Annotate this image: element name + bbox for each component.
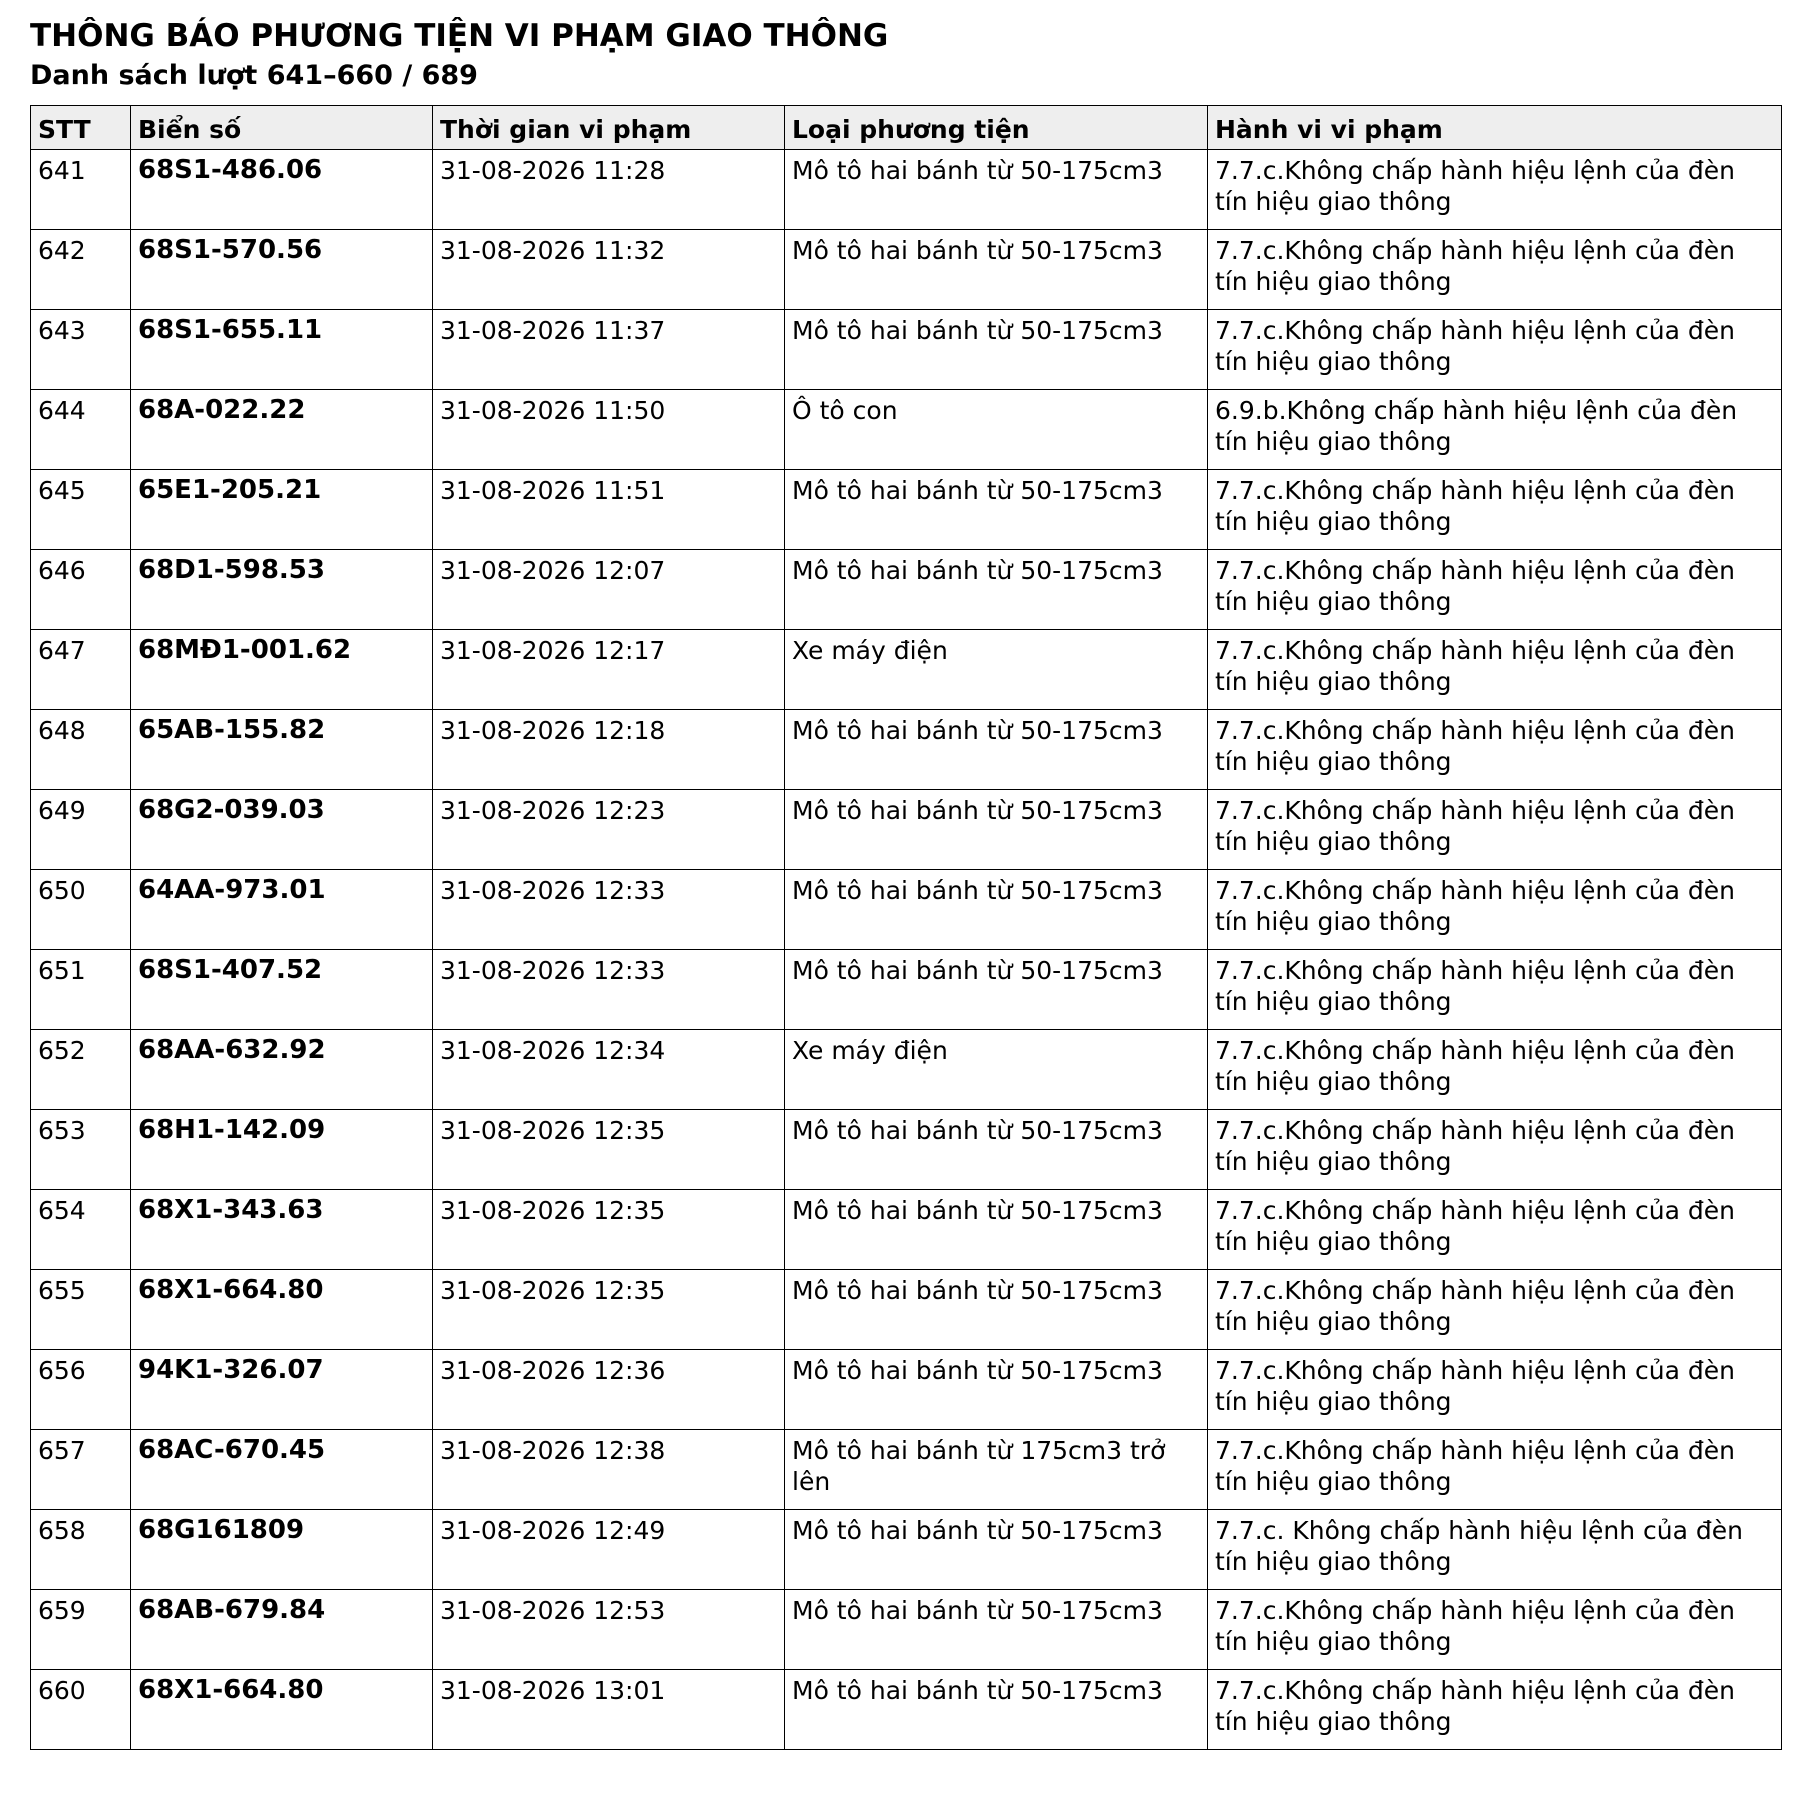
cell-vehicle-type: Xe máy điện: [785, 630, 1208, 710]
header-plate: Biển số: [131, 106, 433, 150]
table-row: [31, 1350, 1782, 1430]
cell-stt: 645: [31, 470, 131, 550]
table-row: [31, 1190, 1782, 1270]
cell-time: 31-08-2026 12:33: [433, 870, 785, 950]
cell-time: 31-08-2026 12:53: [433, 1590, 785, 1670]
cell-stt: 641: [31, 150, 131, 230]
table-row: [31, 1590, 1782, 1670]
cell-plate: 68MĐ1-001.62: [131, 630, 433, 710]
cell-time: 31-08-2026 12:33: [433, 950, 785, 1030]
table-row: [31, 950, 1782, 1030]
cell-stt: 654: [31, 1190, 131, 1270]
cell-plate: 68G161809: [131, 1510, 433, 1590]
page-title: THÔNG BÁO PHƯƠNG TIỆN VI PHẠM GIAO THÔNG: [30, 18, 889, 54]
cell-vehicle-type: Mô tô hai bánh từ 50-175cm3: [785, 310, 1208, 390]
table-row: [31, 230, 1782, 310]
cell-vehicle-type: Mô tô hai bánh từ 50-175cm3: [785, 1270, 1208, 1350]
cell-violation: 7.7.c. Không chấp hành hiệu lệnh của đèn tín hiệu giao thông: [1208, 1510, 1782, 1590]
cell-vehicle-type: Mô tô hai bánh từ 50-175cm3: [785, 870, 1208, 950]
cell-plate: 68AA-632.92: [131, 1030, 433, 1110]
cell-stt: 651: [31, 950, 131, 1030]
cell-plate: 68G2-039.03: [131, 790, 433, 870]
table-row: [31, 1670, 1782, 1750]
cell-stt: 648: [31, 710, 131, 790]
table-row: [31, 630, 1782, 710]
cell-time: 31-08-2026 11:50: [433, 390, 785, 470]
table-body: [31, 150, 1782, 1750]
cell-time: 31-08-2026 13:01: [433, 1670, 785, 1750]
cell-vehicle-type: Mô tô hai bánh từ 50-175cm3: [785, 470, 1208, 550]
cell-time: 31-08-2026 12:35: [433, 1190, 785, 1270]
table-row: [31, 550, 1782, 630]
cell-vehicle-type: Mô tô hai bánh từ 50-175cm3: [785, 790, 1208, 870]
cell-violation: 7.7.c.Không chấp hành hiệu lệnh của đèn tín hiệu giao thông: [1208, 1430, 1782, 1510]
cell-vehicle-type: Mô tô hai bánh từ 50-175cm3: [785, 230, 1208, 310]
cell-violation: 7.7.c.Không chấp hành hiệu lệnh của đèn tín hiệu giao thông: [1208, 950, 1782, 1030]
cell-time: 31-08-2026 11:28: [433, 150, 785, 230]
cell-plate: 68A-022.22: [131, 390, 433, 470]
cell-plate: 68AC-670.45: [131, 1430, 433, 1510]
page-subtitle: Danh sách lượt 641–660 / 689: [30, 60, 478, 91]
cell-plate: 68D1-598.53: [131, 550, 433, 630]
cell-plate: 65E1-205.21: [131, 470, 433, 550]
cell-vehicle-type: Mô tô hai bánh từ 50-175cm3: [785, 1510, 1208, 1590]
cell-vehicle-type: Mô tô hai bánh từ 50-175cm3: [785, 1670, 1208, 1750]
table-row: [31, 1270, 1782, 1350]
table-row: [31, 790, 1782, 870]
cell-plate: 68S1-407.52: [131, 950, 433, 1030]
cell-violation: 7.7.c.Không chấp hành hiệu lệnh của đèn tín hiệu giao thông: [1208, 870, 1782, 950]
cell-stt: 644: [31, 390, 131, 470]
cell-violation: 7.7.c.Không chấp hành hiệu lệnh của đèn tín hiệu giao thông: [1208, 1670, 1782, 1750]
cell-time: 31-08-2026 12:23: [433, 790, 785, 870]
table-row: [31, 390, 1782, 470]
cell-stt: 647: [31, 630, 131, 710]
cell-stt: 659: [31, 1590, 131, 1670]
violations-table: [30, 105, 1782, 1750]
header-stt: STT: [31, 106, 131, 150]
cell-violation: 7.7.c.Không chấp hành hiệu lệnh của đèn tín hiệu giao thông: [1208, 1350, 1782, 1430]
cell-violation: 7.7.c.Không chấp hành hiệu lệnh của đèn tín hiệu giao thông: [1208, 470, 1782, 550]
cell-time: 31-08-2026 12:35: [433, 1270, 785, 1350]
cell-time: 31-08-2026 12:34: [433, 1030, 785, 1110]
cell-stt: 657: [31, 1430, 131, 1510]
cell-vehicle-type: Xe máy điện: [785, 1030, 1208, 1110]
cell-violation: 7.7.c.Không chấp hành hiệu lệnh của đèn tín hiệu giao thông: [1208, 310, 1782, 390]
cell-plate: 68H1-142.09: [131, 1110, 433, 1190]
cell-violation: 7.7.c.Không chấp hành hiệu lệnh của đèn tín hiệu giao thông: [1208, 1110, 1782, 1190]
cell-plate: 65AB-155.82: [131, 710, 433, 790]
cell-vehicle-type: Mô tô hai bánh từ 50-175cm3: [785, 550, 1208, 630]
cell-stt: 643: [31, 310, 131, 390]
cell-violation: 7.7.c.Không chấp hành hiệu lệnh của đèn tín hiệu giao thông: [1208, 550, 1782, 630]
cell-violation: 7.7.c.Không chấp hành hiệu lệnh của đèn tín hiệu giao thông: [1208, 1190, 1782, 1270]
cell-time: 31-08-2026 11:32: [433, 230, 785, 310]
cell-violation: 7.7.c.Không chấp hành hiệu lệnh của đèn tín hiệu giao thông: [1208, 1590, 1782, 1670]
cell-time: 31-08-2026 12:35: [433, 1110, 785, 1190]
cell-plate: 68S1-486.06: [131, 150, 433, 230]
cell-vehicle-type: Mô tô hai bánh từ 50-175cm3: [785, 1590, 1208, 1670]
cell-vehicle-type: Mô tô hai bánh từ 50-175cm3: [785, 1110, 1208, 1190]
table-row: [31, 150, 1782, 230]
cell-violation: 7.7.c.Không chấp hành hiệu lệnh của đèn tín hiệu giao thông: [1208, 710, 1782, 790]
cell-stt: 658: [31, 1510, 131, 1590]
cell-stt: 656: [31, 1350, 131, 1430]
cell-stt: 653: [31, 1110, 131, 1190]
cell-violation: 7.7.c.Không chấp hành hiệu lệnh của đèn tín hiệu giao thông: [1208, 150, 1782, 230]
cell-time: 31-08-2026 11:37: [433, 310, 785, 390]
table-row: [31, 710, 1782, 790]
cell-vehicle-type: Mô tô hai bánh từ 50-175cm3: [785, 710, 1208, 790]
cell-plate: 68X1-664.80: [131, 1270, 433, 1350]
cell-violation: 7.7.c.Không chấp hành hiệu lệnh của đèn tín hiệu giao thông: [1208, 630, 1782, 710]
table-row: [31, 1110, 1782, 1190]
cell-violation: 6.9.b.Không chấp hành hiệu lệnh của đèn tín hiệu giao thông: [1208, 390, 1782, 470]
table-row: [31, 1430, 1782, 1510]
cell-vehicle-type: Mô tô hai bánh từ 50-175cm3: [785, 150, 1208, 230]
table-row: [31, 1030, 1782, 1110]
cell-time: 31-08-2026 12:36: [433, 1350, 785, 1430]
cell-stt: 655: [31, 1270, 131, 1350]
cell-stt: 652: [31, 1030, 131, 1110]
cell-plate: 68X1-664.80: [131, 1670, 433, 1750]
cell-time: 31-08-2026 12:17: [433, 630, 785, 710]
cell-time: 31-08-2026 12:49: [433, 1510, 785, 1590]
cell-vehicle-type: Mô tô hai bánh từ 175cm3 trở lên: [785, 1430, 1208, 1510]
cell-plate: 68AB-679.84: [131, 1590, 433, 1670]
cell-vehicle-type: Mô tô hai bánh từ 50-175cm3: [785, 1190, 1208, 1270]
cell-plate: 68S1-570.56: [131, 230, 433, 310]
cell-plate: 64AA-973.01: [131, 870, 433, 950]
table-header-row: [31, 106, 1782, 150]
table-row: [31, 470, 1782, 550]
cell-violation: 7.7.c.Không chấp hành hiệu lệnh của đèn tín hiệu giao thông: [1208, 1270, 1782, 1350]
cell-vehicle-type: Mô tô hai bánh từ 50-175cm3: [785, 1350, 1208, 1430]
cell-violation: 7.7.c.Không chấp hành hiệu lệnh của đèn tín hiệu giao thông: [1208, 1030, 1782, 1110]
cell-violation: 7.7.c.Không chấp hành hiệu lệnh của đèn tín hiệu giao thông: [1208, 230, 1782, 310]
header-time: Thời gian vi phạm: [433, 106, 785, 150]
cell-vehicle-type: Ô tô con: [785, 390, 1208, 470]
cell-vehicle-type: Mô tô hai bánh từ 50-175cm3: [785, 950, 1208, 1030]
cell-plate: 94K1-326.07: [131, 1350, 433, 1430]
table-row: [31, 310, 1782, 390]
header-vehicle-type: Loại phương tiện: [785, 106, 1208, 150]
cell-time: 31-08-2026 12:38: [433, 1430, 785, 1510]
cell-stt: 650: [31, 870, 131, 950]
cell-stt: 646: [31, 550, 131, 630]
cell-plate: 68X1-343.63: [131, 1190, 433, 1270]
cell-stt: 649: [31, 790, 131, 870]
cell-time: 31-08-2026 12:18: [433, 710, 785, 790]
cell-plate: 68S1-655.11: [131, 310, 433, 390]
cell-time: 31-08-2026 12:07: [433, 550, 785, 630]
header-violation: Hành vi vi phạm: [1208, 106, 1782, 150]
cell-time: 31-08-2026 11:51: [433, 470, 785, 550]
cell-stt: 642: [31, 230, 131, 310]
cell-violation: 7.7.c.Không chấp hành hiệu lệnh của đèn tín hiệu giao thông: [1208, 790, 1782, 870]
table-row: [31, 870, 1782, 950]
table-row: [31, 1510, 1782, 1590]
cell-stt: 660: [31, 1670, 131, 1750]
